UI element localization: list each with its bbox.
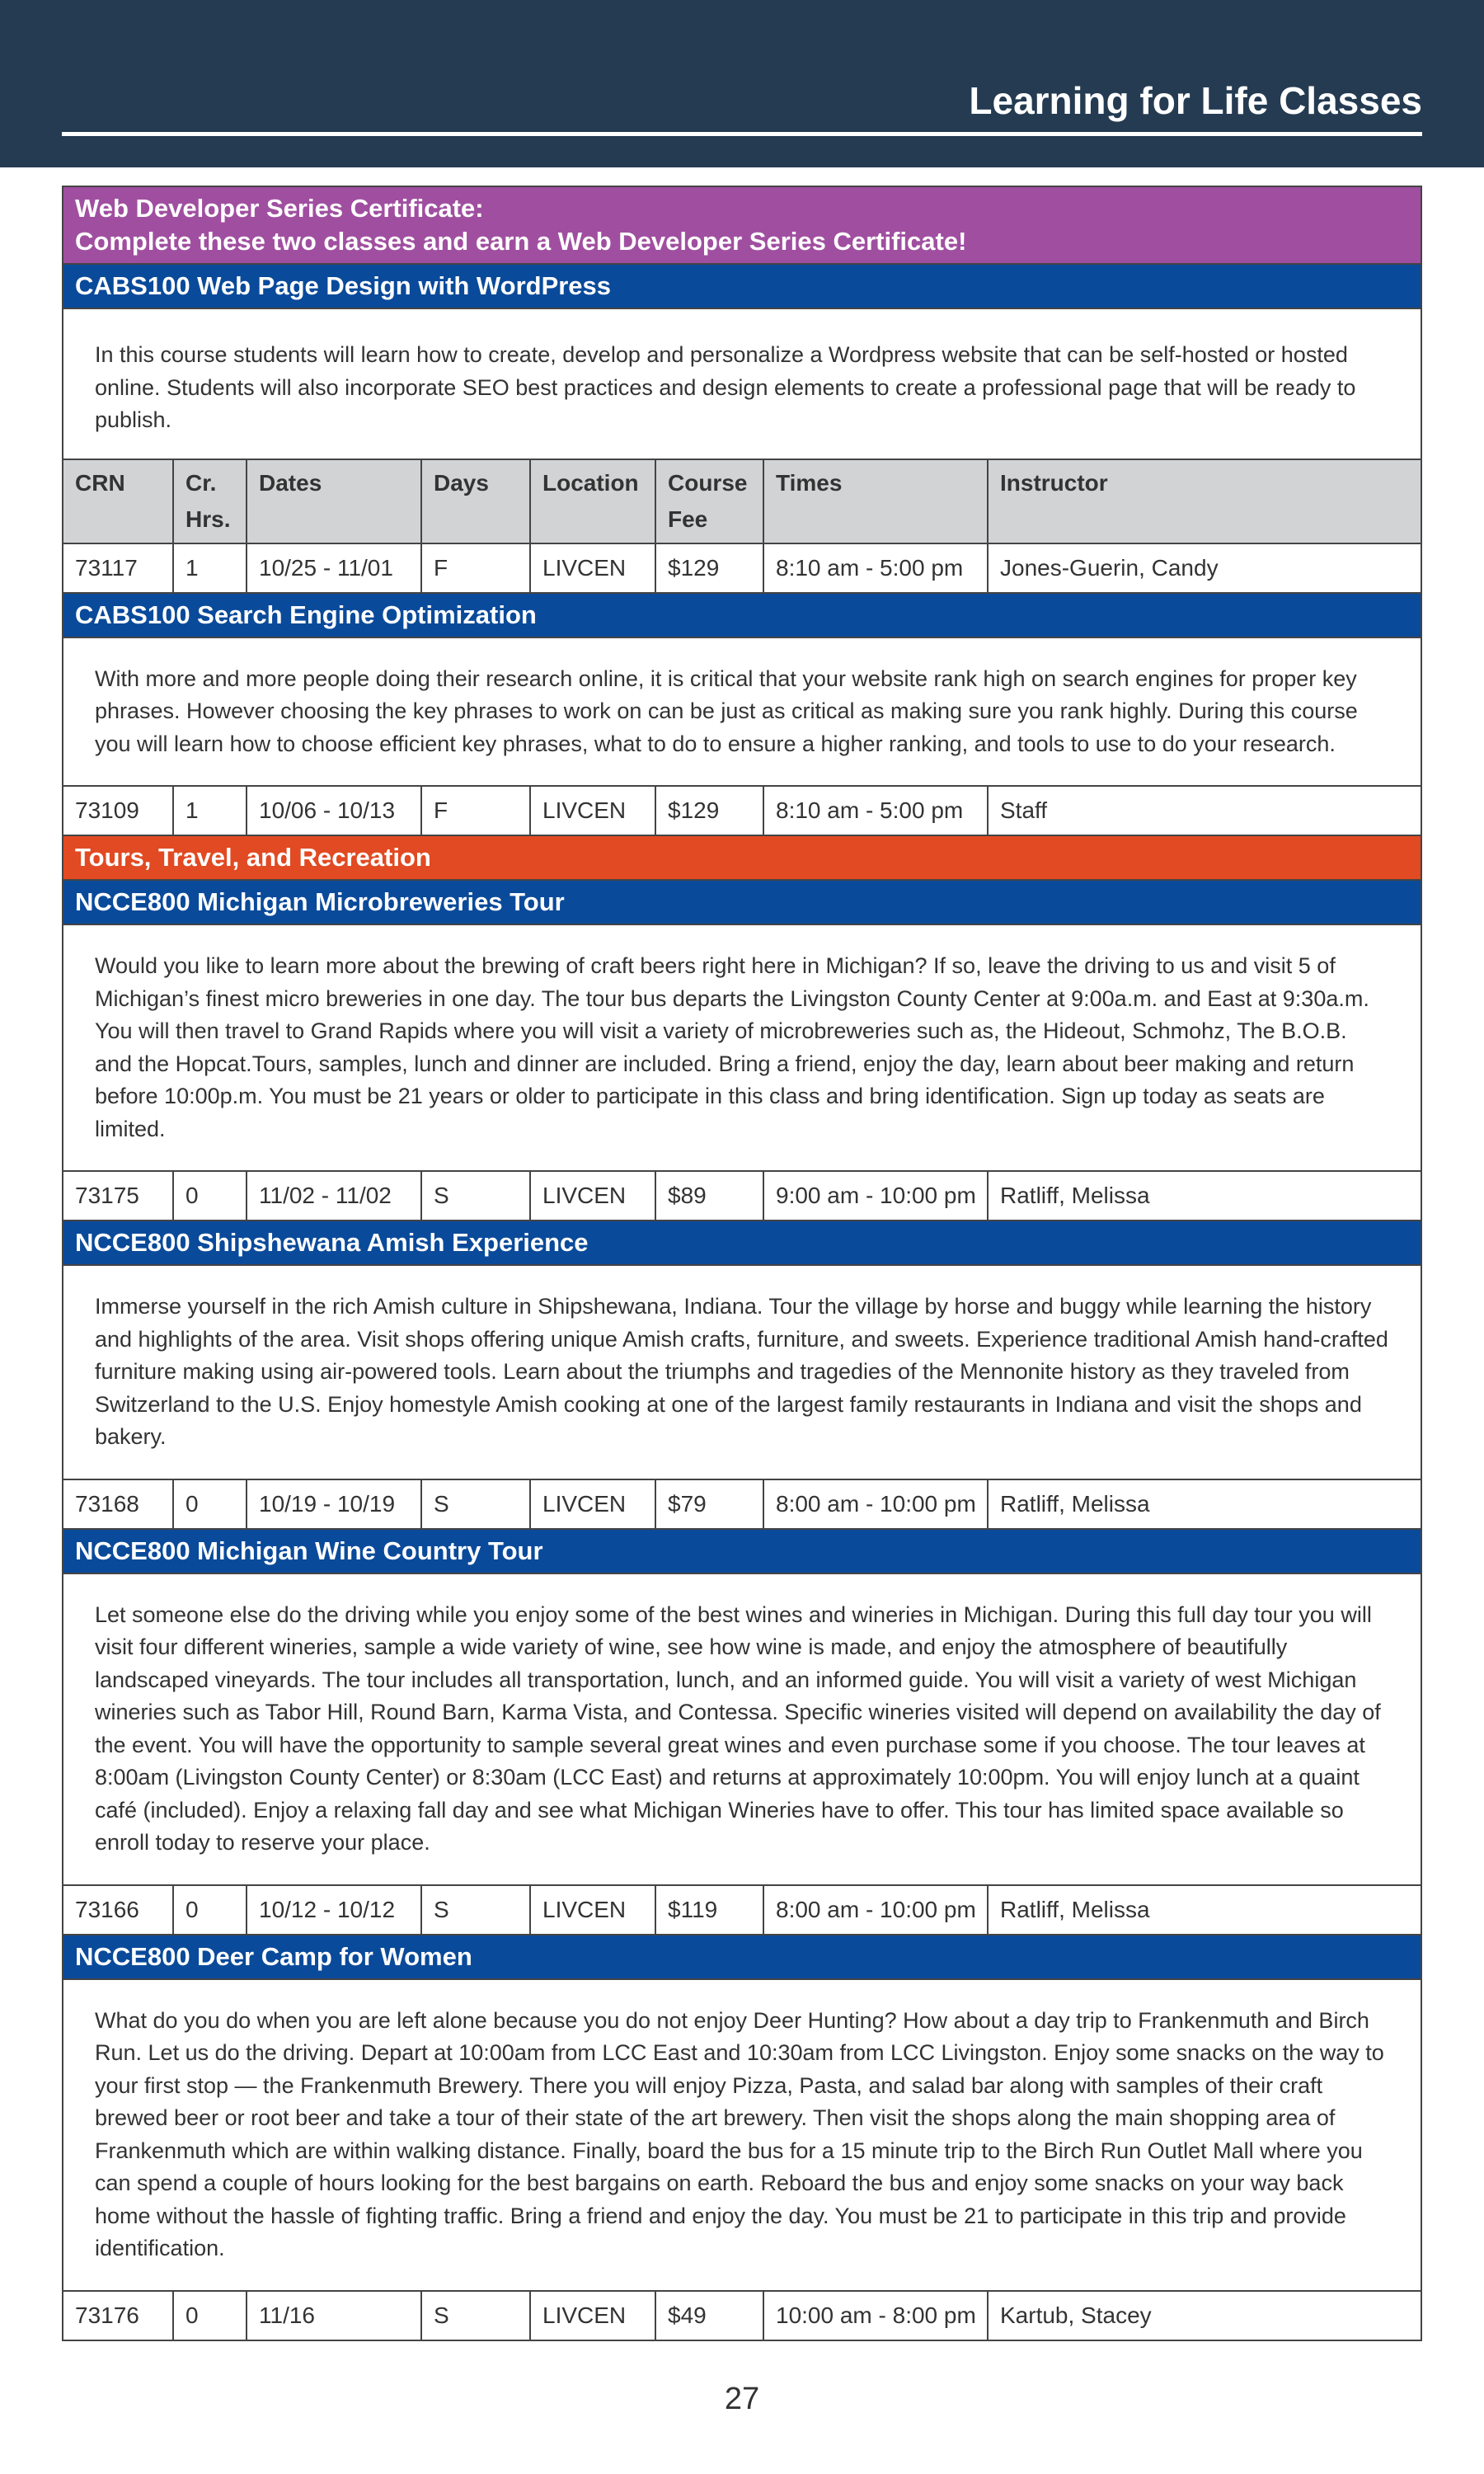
course-title-banner: CABS100 Search Engine Optimization: [63, 594, 1421, 638]
schedule-table: [63, 1480, 1421, 1530]
crn-cell: 73176: [63, 2292, 173, 2340]
section-banner-tours: Tours, Travel, and Recreation: [63, 836, 1421, 881]
dates-cell: 10/12 - 10/12: [247, 1886, 421, 1935]
course-title-banner: NCCE800 Shipshewana Amish Experience: [63, 1221, 1421, 1266]
dates-cell: 10/06 - 10/13: [247, 787, 421, 835]
instructor-cell: Ratliff, Melissa: [1000, 1896, 1150, 1922]
column-header-days: Days: [421, 460, 530, 543]
course-description: What do you do when you are left alone because you do not enjoy Deer Hunting? How about a day trip to Frankenmuth and Birch Run. Let us do the driving. Depart at 10:00am from LCC East and 10:30am from LCC Livingston. Enjoy some snacks on the way to your first stop — the Frankenmuth Brewery. There you will enjoy Pizza, Pasta, and salad bar along with samples of their craft brewed beer or root beer and take a tour of their state of the art brewery. Then visit the shops along the main shopping area of Frankenmuth which are within walking distance. Finally, board the bus for a 15 minute trip to the Birch Run Outlet Mall where you can spend a couple of hours looking for the best bargains on earth. Reboard the bus and enjoy some snacks on your way back home without the hassle of fighting traffic. Bring a friend and enjoy the day. You must be 21 to participate in this trip and provide identification.: [63, 1980, 1421, 2292]
course-description: Would you like to learn more about the brewing of craft beers right here in Michigan? If so, leave the driving to us and visit 5 of Michigan’s finest micro breweries in one day. The tour bus departs the Livingston County Center at 9:00a.m. and East at 9:30a.m. You will then travel to Grand Rapids where you will visit a variety of microbreweries such as, the Hideout, Schmohz, The B.O.B. and the Hopcat.Tours, samples, lunch and dinner are included. Bring a friend, enjoy the day, learn about beer making and return before 10:00p.m. You must be 21 years or older to participate in this class and bring identification. Sign up today as seats are limited.: [63, 925, 1421, 1172]
table-header-row: [63, 460, 1421, 543]
course-title-banner: NCCE800 Michigan Wine Country Tour: [63, 1530, 1421, 1574]
crn-cell: 73117: [63, 543, 173, 593]
times-cell: 9:00 am - 10:00 pm: [763, 1172, 988, 1221]
credit-hours-cell: 0: [173, 1480, 247, 1529]
table-row: [63, 1886, 1421, 1935]
credit-hours-cell: 1: [173, 543, 247, 593]
fee-cell: $119: [655, 1886, 763, 1935]
days-cell: S: [421, 1480, 530, 1529]
times-cell: 10:00 am - 8:00 pm: [763, 2292, 988, 2340]
course-title-banner: NCCE800 Deer Camp for Women: [63, 1935, 1421, 1980]
table-row: [63, 543, 1421, 593]
course-title-banner: NCCE800 Michigan Microbreweries Tour: [63, 881, 1421, 925]
header-divider: [62, 132, 1422, 136]
course-description: In this course students will learn how to create, develop and personalize a Wordpress website that can be self-hosted or hosted online. Students will also incorporate SEO best practices and design elements to create a professional page that will be ready to publish.: [63, 309, 1421, 460]
table-row: [63, 1480, 1421, 1529]
crn-cell: 73168: [63, 1480, 173, 1529]
schedule-table: [63, 2292, 1421, 2340]
crn-cell: 73166: [63, 1886, 173, 1935]
days-cell: F: [421, 543, 530, 593]
location-cell: LIVCEN: [530, 1480, 655, 1529]
course-description: Immerse yourself in the rich Amish culture in Shipshewana, Indiana. Tour the village by horse and buggy while learning the history and highlights of the area. Visit shops offering unique Amish crafts, furniture, and sweets. Experience traditional Amish hand-crafted furniture making using air-powered tools. Learn about the triumphs and tragedies of the Mennonite history as they traveled from Switzerland to the U.S. Enjoy homestyle Amish cooking at one of the largest family restaurants in Indiana and visit the shops and bakery.: [63, 1266, 1421, 1480]
certificate-title: Web Developer Series Certificate:: [75, 194, 484, 223]
column-header-dates: Dates: [247, 460, 421, 543]
location-cell: LIVCEN: [530, 543, 655, 593]
dates-cell: 11/02 - 11/02: [247, 1172, 421, 1221]
credit-hours-cell: 0: [173, 2292, 247, 2340]
times-cell: 8:00 am - 10:00 pm: [763, 1480, 988, 1529]
course-title-banner: CABS100 Web Page Design with WordPress: [63, 265, 1421, 309]
schedule-table: [63, 1172, 1421, 1221]
column-header-credit-hours: Cr. Hrs.: [173, 460, 247, 543]
dates-cell: 10/19 - 10/19: [247, 1480, 421, 1529]
schedule-table: [63, 460, 1421, 594]
location-cell: LIVCEN: [530, 787, 655, 835]
dates-cell: 11/16: [247, 2292, 421, 2340]
times-cell: 8:00 am - 10:00 pm: [763, 1886, 988, 1935]
crn-cell: 73109: [63, 787, 173, 835]
course-description: With more and more people doing their research online, it is critical that your website rank high on search engines for proper key phrases. However choosing the key phrases to work on can be just as critical as making sure you rank highly. During this course you will learn how to choose efficient key phrases, what to do to ensure a higher ranking, and tools to use to do your research.: [63, 638, 1421, 788]
fee-cell: $49: [655, 2292, 763, 2340]
location-cell: LIVCEN: [530, 1172, 655, 1221]
table-row: [63, 2292, 1421, 2340]
times-cell: 8:10 am - 5:00 pm: [763, 543, 988, 593]
page-number: 27: [724, 2382, 760, 2416]
schedule-table: [63, 1886, 1421, 1935]
fee-cell: $79: [655, 1480, 763, 1529]
fee-cell: $129: [655, 543, 763, 593]
instructor-cell: Jones-Guerin, Candy: [1000, 554, 1219, 581]
days-cell: F: [421, 787, 530, 835]
course-description: Let someone else do the driving while you enjoy some of the best wines and wineries in Michigan. During this full day tour you will visit four different wineries, sample a wide variety of wine, see how wine is made, and enjoy the atmosphere of beautifully landscaped vineyards. The tour includes all transportation, lunch, and an informed guide. You will visit a variety of west Michigan wineries such as Tabor Hill, Round Barn, Karma Vista, and Contessa. Specific wineries visited will depend on availability the day of the event. You will have the opportunity to sample several great wines and even purchase some if you choose. The tour leaves at 8:00am (Livingston County Center) or 8:30am (LCC East) and returns at approximately 10:00pm. You will enjoy lunch at a quaint café (included). Enjoy a relaxing fall day and see what Michigan Wineries have to offer. This tour has limited space available so enroll today to reserve your place.: [63, 1574, 1421, 1886]
column-header-crn: CRN: [63, 460, 173, 543]
column-header-instructor: Instructor: [988, 460, 1421, 543]
column-header-location: Location: [530, 460, 655, 543]
days-cell: S: [421, 2292, 530, 2340]
page-header: [0, 0, 1484, 167]
credit-hours-cell: 0: [173, 1172, 247, 1221]
instructor-cell: Ratliff, Melissa: [1000, 1183, 1150, 1208]
credit-hours-cell: 1: [173, 787, 247, 835]
fee-cell: $89: [655, 1172, 763, 1221]
location-cell: LIVCEN: [530, 2292, 655, 2340]
days-cell: S: [421, 1172, 530, 1221]
crn-cell: 73175: [63, 1172, 173, 1221]
column-header-course-fee: Course Fee: [655, 460, 763, 543]
times-cell: 8:10 am - 5:00 pm: [763, 787, 988, 835]
instructor-cell: Kartub, Stacey: [1000, 2302, 1152, 2328]
certificate-banner: [63, 187, 1421, 265]
instructor-cell: Staff: [1000, 797, 1048, 823]
schedule-table: [63, 787, 1421, 836]
credit-hours-cell: 0: [173, 1886, 247, 1935]
instructor-cell: Ratliff, Melissa: [1000, 1490, 1150, 1517]
course-listing: [62, 186, 1422, 2341]
location-cell: LIVCEN: [530, 1886, 655, 1935]
column-header-times: Times: [763, 460, 988, 543]
table-row: [63, 787, 1421, 835]
table-row: [63, 1172, 1421, 1221]
days-cell: S: [421, 1886, 530, 1935]
page-title: Learning for Life Classes: [969, 79, 1422, 122]
dates-cell: 10/25 - 11/01: [247, 543, 421, 593]
certificate-subtitle: Complete these two classes and earn a Web Developer Series Certificate!: [75, 227, 967, 256]
fee-cell: $129: [655, 787, 763, 835]
